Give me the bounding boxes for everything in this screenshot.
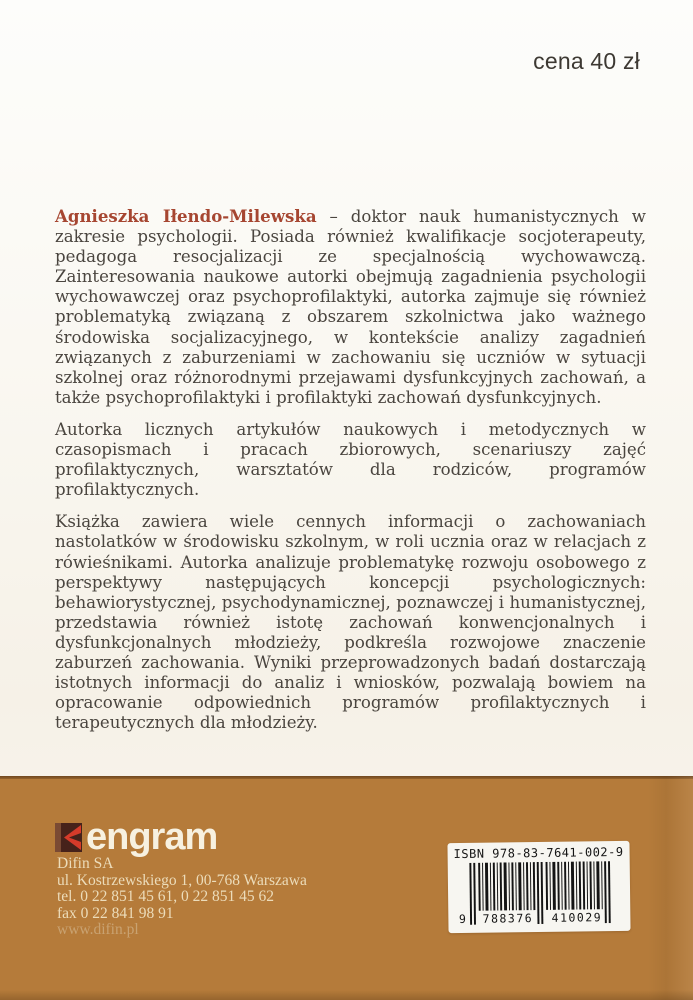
barcode-bars-area — [456, 861, 623, 925]
paragraph-publications: Autorka licznych artykułów naukowych i metodycznych w czasopismach i pracach zbiorowych, scenariuszy zajęć profilaktycznych, warsztatów dla rodziców, programów profilaktycznych. — [55, 419, 646, 500]
author-bio-text: – doktor nauk humanistycznych w zakresie psychologii. Posiada również kwalifikacje socjoterapeuty, pedagoga resocjalizacji ze specjalnością wychowawczą. Zainteresowania naukowe autorki obejmują zagadnienia psychologii wychowawczej oraz psychoprofilaktyki, autorka zajmuje się również problematyką związaną z obszarem szkolnictwa jako ważnego środowiska socjalizacyjnego, w kontekście analizy zagadnień związanych z zaburzeniami w zachowaniu się uczniów w sytuacji szkolnej oraz różnorodnymi przejawami dysfunkcyjnych zachowań, a także psychoprofilaktyki i profilaktyki zachowań dysfunkcyjnych. — [55, 207, 646, 407]
footer-band — [0, 776, 693, 1000]
paragraph-book-summary: Książka zawiera wiele cennych informacji o zachowaniach nastolatków w środowisku szkolnym, w roli ucznia oraz w relacjach z rówieśnikami. Autorka analizuje problematykę rozwoju osobowego z perspektywy następujących koncepcji psychologicznych: behawiorystycznej, psychodynamicznej, poznawczej i humanistycznej, przedstawia również istotę zachowań konwencjonalnych i dysfunkcjonalnych młodzieży, podkreśla rozwojowe znaczenie zaburzeń zachowania. Wyniki przeprowadzonych badań dostarczają istotnych informacji do analiz i wniosków, pozwalają bowiem na opracowanie odpowiednich programów profilaktycznych i terapeutycznych dla młodzieży. — [55, 512, 646, 733]
description-text — [55, 206, 646, 745]
publisher-phone: tel. 0 22 851 45 61, 0 22 851 45 62 — [57, 888, 274, 905]
paragraph-author-bio — [55, 206, 646, 408]
author-name: Agnieszka Iłendo-Milewska — [55, 206, 317, 226]
publisher-fax: fax 0 22 841 98 91 — [57, 904, 174, 922]
engram-logo-icon — [55, 823, 82, 852]
barcode-digits-right: 410029 — [551, 910, 603, 925]
publisher-street-address: ul. Kostrzewskiego 1, 00-768 Warszawa — [57, 871, 307, 889]
engram-logo-text: engram — [86, 816, 218, 858]
barcode-digits-left: 788376 — [482, 911, 534, 926]
isbn-label: ISBN 978-83-7641-002-9 — [453, 844, 624, 862]
barcode-digit-lead: 9 — [458, 911, 466, 926]
cover-edge-shading — [648, 776, 693, 1000]
publisher-name: Difin SA — [57, 855, 114, 872]
price-label: cena 40 zł — [533, 48, 640, 74]
barcode — [447, 841, 630, 933]
publisher-address-block — [57, 856, 307, 939]
publisher-logo — [55, 818, 217, 856]
publisher-website: www.difin.pl — [57, 921, 139, 938]
